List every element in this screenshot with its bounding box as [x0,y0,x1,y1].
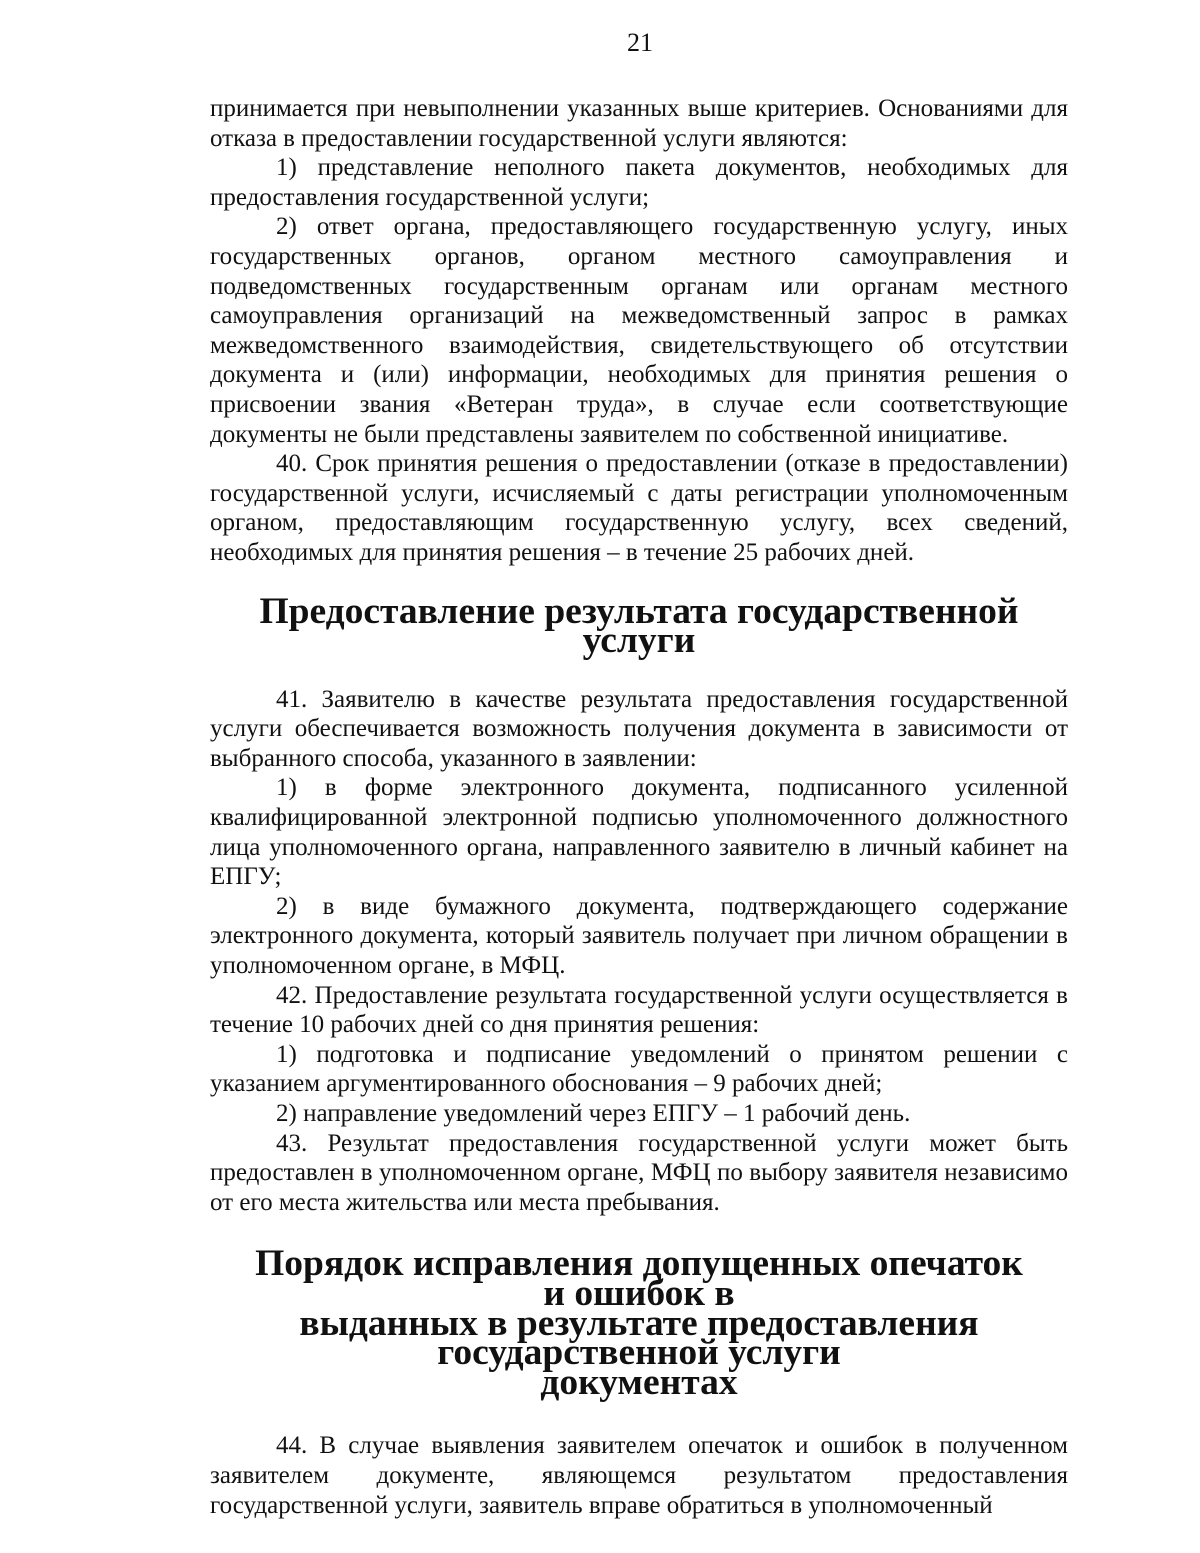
clause-40: 40. Срок принятия решения о предоставлении (отказе в предоставлении) государственной услуги, исчисляемый с даты регистрации уполномоченным органом, предоставляющим государственную услугу, всех сведений, необходимых для принятия решения – в течение 25 рабочих дней. [210,450,1068,566]
heading-line: документах [540,1361,738,1403]
clause-41-item-2: 2) в виде бумажного документа, подтверждающего содержание электронного документа, который заявитель получает при личном обращении в уполномоченном органе, в МФЦ. [210,892,1068,980]
section-heading-result: Предоставление результата государственной услуги [259,590,1019,662]
section-heading-corrections [210,1243,1068,1403]
paragraph-continuation: принимается при невыполнении указанных выше критериев. Основаниями для отказа в предоставлении государственной услуги являются: [210,95,1068,152]
heading-line: выданных в результате предоставления государственной услуги [299,1302,979,1374]
clause-41: 41. Заявителю в качестве результата предоставления государственной услуги обеспечивается возможность получения документа в зависимости от выбранного способа, указанного в заявлении: [210,685,1068,772]
clause-42: 42. Предоставление результата государственной услуги осуществляется в течение 10 рабочих дней со дня принятия решения: [210,981,1068,1039]
heading-line: Порядок исправления допущенных опечаток и ошибок в [255,1243,1023,1314]
list-item-1: 1) представление неполного пакета документов, необходимых для предоставления государственной услуги; [210,154,1068,211]
page-number: 21 [627,28,653,57]
clause-42-item-1: 1) подготовка и подписание уведомлений о принятом решении с указанием аргументированного обоснования – 9 рабочих дней; [210,1040,1068,1098]
clause-42-item-2: 2) направление уведомлений через ЕПГУ – 1 рабочий день. [276,1100,911,1127]
clause-44: 44. В случае выявления заявителем опечаток и ошибок в полученном заявителем документе, являющемся результатом предоставления государственной услуги, заявитель вправе обратиться в уполномоченный [210,1432,1068,1519]
clause-43: 43. Результат предоставления государственной услуги может быть предоставлен в уполномоченном органе, МФЦ по выбору заявителя независимо от его места жительства или места пребывания. [210,1129,1068,1216]
document-body [210,94,1068,1520]
list-item-2: 2) ответ органа, предоставляющего государственную услугу, иных государственных органов, органом местного самоуправления и подведомственных государственным органам или органам местного самоуправления организаций на межведомственный запрос в рамках межведомственного взаимодействия, свидетельствующего об отсутствии документа и (или) информации, необходимых для принятия решения о присвоении звания «Ветеран труда», в случае если соответствующие документы не были представлены заявителем по собственной инициативе. [210,213,1068,448]
clause-41-item-1: 1) в форме электронного документа, подписанного усиленной квалифицированной электронной подписью уполномоченного должностного лица уполномоченного органа, направленного заявителю в личный кабинет на ЕПГУ; [210,774,1068,891]
